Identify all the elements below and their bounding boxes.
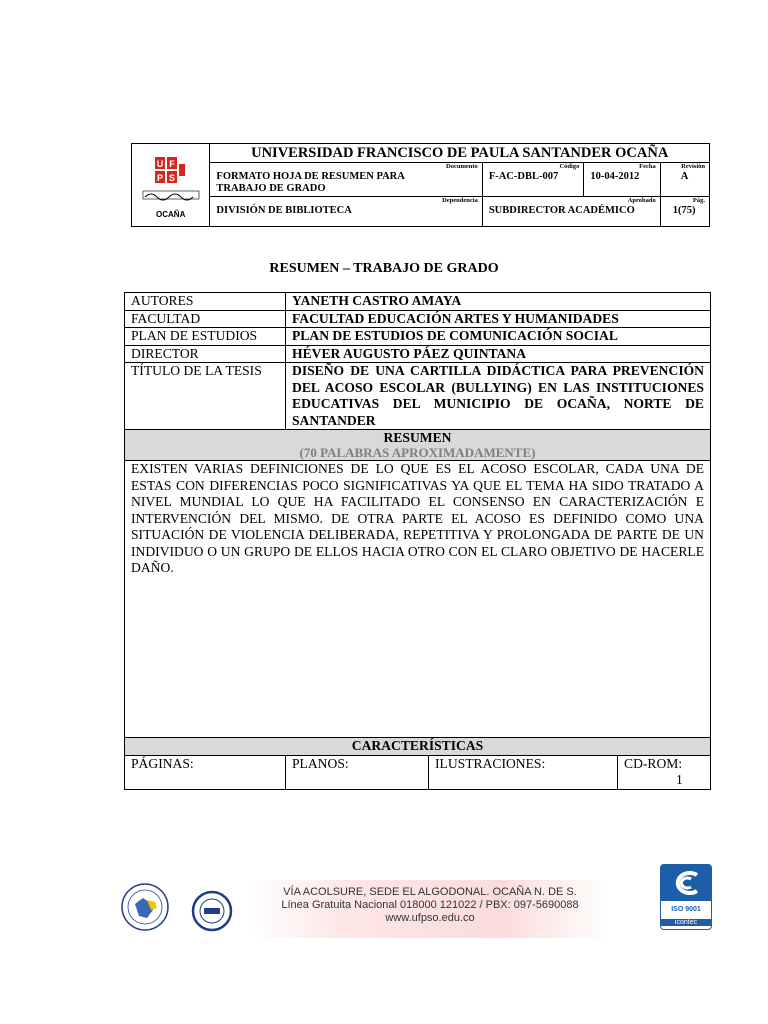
table-row [125,310,711,328]
resumen-subheading: (70 PALABRAS APROXIMADAMENTE) [299,445,536,460]
revision-label: Revisión [681,163,705,171]
cdrom-cell [618,755,711,789]
director-value: HÉVER AUGUSTO PÁEZ QUINTANA [286,345,711,363]
footer-line-1: VÍA ACOLSURE, SEDE EL ALGODONAL. OCAÑA N. DE S. [283,886,577,898]
svg-text:F: F [168,159,175,169]
titulo-value: DISEÑO DE UNA CARTILLA DIDÁCTICA PARA PREVENCIÓN DEL ACOSO ESCOLAR (BULLYING) EN LAS INSTITUCIONES EDUCATIVAS DEL MUNICIPIO DE OCAÑA, NORTE DE SANTANDER [286,363,711,430]
pag-value: 1(75) [672,204,696,216]
revision-value: A [680,171,689,183]
documento-label: Documento [446,163,478,171]
svg-text:P: P [156,173,163,183]
footer-line-3: www.ufpso.edu.co [385,912,475,924]
document-header [131,143,710,227]
plan-value: PLAN DE ESTUDIOS DE COMUNICACIÓN SOCIAL [286,328,711,346]
resumen-text: EXISTEN VARIAS DEFINICIONES DE LO QUE ES EL ACOSO ESCOLAR, CADA UNA DE ESTAS CON DIFERENCIAS POCO SIGNIFICATIVAS YA QUE EL TEMA HA SIDO TRATADO A NIVEL MUNDIAL LO QUE HA FACILITADO EL CONSENSO EN CARACTERIZACIÓN E INTERVENCIÓN DEL MISMO. DE OTRA PARTE EL ACOSO ES DEFINIDO COMO UNA SITUACIÓN DE VIOLENCIA DELIBERADA, REPETITIVA Y PROLONGADA DE PARTE DE UN INDIVIDUO O UN GRUPO DE ELLOS HACIA OTRO CON EL CLARO OBJETIVO DE HACERLE DAÑO. [125,461,711,738]
icontec-label: icontec [661,919,711,926]
documento-value: FORMATO HOJA DE RESUMEN PARA TRABAJO DE GRADO [216,171,405,195]
table-row [125,328,711,346]
table-row [125,293,711,311]
revision-cell [660,163,709,196]
table-row [125,461,711,738]
table-row [125,363,711,430]
seal-icon [117,882,173,932]
autores-value: YANETH CASTRO AMAYA [286,293,711,311]
facultad-value: FACULTAD EDUCACIÓN ARTES Y HUMANIDADES [286,310,711,328]
document-title: RESUMEN – TRABAJO DE GRADO [269,261,499,276]
svg-text:U: U [156,159,163,169]
codigo-label: Código [559,163,580,171]
iso-badge [660,864,712,930]
cdrom-label: CD-ROM: [624,755,683,771]
ilustraciones-label: ILUSTRACIONES: [429,755,618,789]
table-row [125,738,711,756]
facultad-label: FACULTAD [125,310,286,328]
dependencia-value: DIVISIÓN DE BIBLIOTECA [216,204,352,216]
logo-caption: OCAÑA [156,210,186,219]
dependencia-cell [210,196,482,226]
footer-address [250,886,610,925]
footer [115,870,715,940]
planos-label: PLANOS: [286,755,429,789]
fecha-value: 10-04-2012 [590,171,640,183]
iso-label: ISO 9001 [671,906,701,913]
aprobado-label: Aprobado [627,196,656,204]
documento-cell [210,163,482,196]
codigo-cell [482,163,584,196]
titulo-label: TÍTULO DE LA TESIS [125,363,286,430]
codigo-value: F-AC-DBL-007 [488,171,559,183]
table-row [125,345,711,363]
pag-label: Pág. [692,196,705,204]
university-name: UNIVERSIDAD FRANCISCO DE PAULA SANTANDER OCAÑA [210,144,710,163]
footer-line-2: Línea Gratuita Nacional 018000 121022 / PBX: 097-5690088 [281,899,579,911]
pag-cell [660,196,709,226]
resumen-header [125,430,711,461]
svg-text:S: S [168,173,175,183]
dependencia-label: Dependencia [442,196,478,204]
summary-table [124,292,711,790]
autores-label: AUTORES [125,293,286,311]
table-row [125,430,711,461]
table-row [125,755,711,789]
university-logo [132,144,210,227]
accreditation-seal-icon [190,890,234,932]
iso-icon [661,865,711,901]
plan-label: PLAN DE ESTUDIOS [125,328,286,346]
aprobado-cell [482,196,660,226]
fecha-cell [584,163,660,196]
aprobado-value: SUBDIRECTOR ACADÉMICO [488,204,635,216]
caracteristicas-heading: CARACTERÍSTICAS [125,738,711,756]
paginas-label: PÁGINAS: [125,755,286,789]
resumen-heading: RESUMEN [383,430,452,445]
director-label: DIRECTOR [125,345,286,363]
fecha-label: Fecha [639,163,656,171]
cdrom-value: 1 [676,772,683,787]
